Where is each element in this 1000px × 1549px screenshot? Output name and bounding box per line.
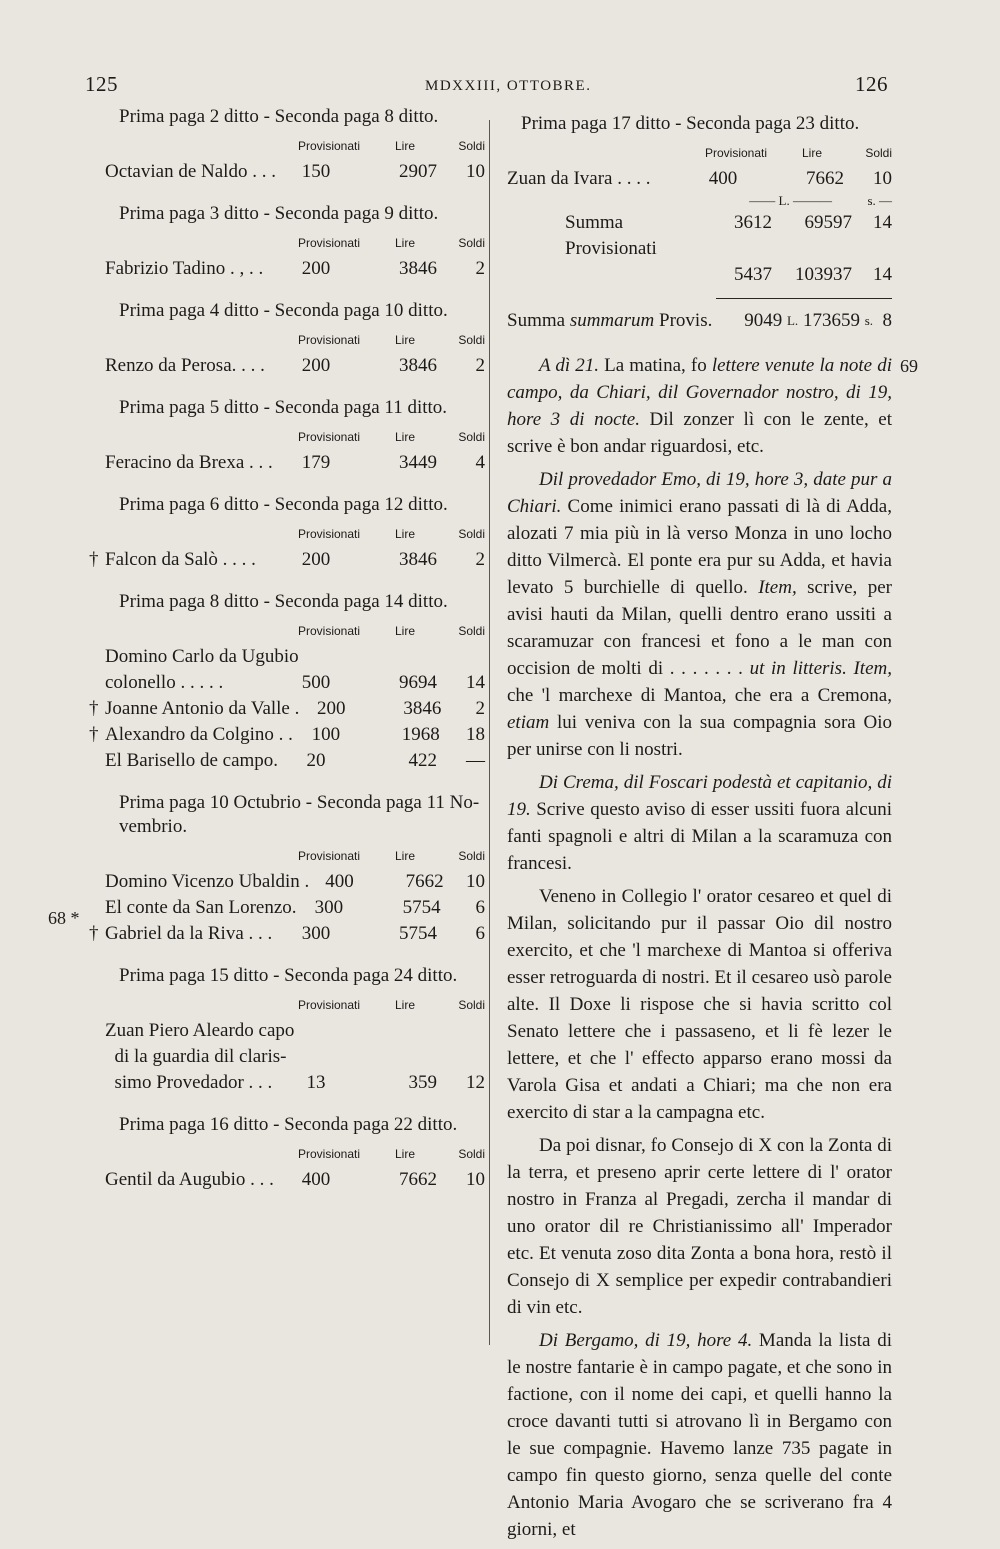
italic-text: Di Crema, dil Foscari podestà et capitanio, di 19. bbox=[507, 772, 892, 820]
entry-soldi: 18 bbox=[466, 724, 485, 745]
entry-lire: 9694 bbox=[399, 672, 437, 693]
entry-name: Octavian de Naldo . . . bbox=[105, 161, 276, 182]
header-lire: Lire bbox=[394, 849, 415, 863]
paga-line: Prima paga 6 ditto - Seconda paga 12 ditto. bbox=[119, 494, 448, 515]
cross-mark: † bbox=[89, 724, 99, 745]
summarum-soldi: 8 bbox=[882, 310, 892, 331]
italic-text: ut in litteris. Item, bbox=[749, 658, 892, 679]
summarum-lire: 173659 bbox=[802, 310, 860, 331]
ledger-block bbox=[105, 105, 485, 185]
header-lire: Lire bbox=[394, 430, 415, 444]
text-run: lui veniva con la sua compagnia sora Oio per unirse con li nostri. bbox=[507, 712, 892, 760]
summarum-prov: 9049 bbox=[744, 310, 783, 331]
ledger-entry bbox=[105, 1044, 485, 1070]
text-run: scrive, per avisi hauti da Milan, quelli dentro erano ussiti a scaramuzar con francesi et fono a le man con occision de molti di . . . . . . . bbox=[507, 577, 892, 679]
entry-lire: 7662 bbox=[405, 871, 444, 892]
paragraph bbox=[507, 883, 892, 1126]
entry-provisionati: 200 bbox=[316, 698, 346, 719]
ledger-entry bbox=[89, 696, 485, 722]
summa-summarum bbox=[507, 308, 892, 334]
entry-lire: 2907 bbox=[399, 161, 437, 182]
entry-provisionati: 200 bbox=[301, 355, 331, 376]
page-number-right: 126 bbox=[855, 72, 888, 96]
header-lire: Lire bbox=[801, 146, 822, 160]
header-soldi: Soldi bbox=[458, 1147, 485, 1161]
entry-lire: 5754 bbox=[402, 897, 441, 918]
summa-lire-1: 69597 bbox=[804, 212, 852, 233]
paga-line: Prima paga 8 ditto - Seconda paga 14 ditto. bbox=[119, 591, 448, 612]
entry-lire: 7662 bbox=[806, 168, 844, 189]
paga-line: Prima paga 16 ditto - Seconda paga 22 ditto. bbox=[119, 1114, 458, 1135]
paga-line: Prima paga 10 Octubrio - Seconda paga 11 No- vembrio. bbox=[119, 792, 480, 837]
running-title: MDXXIII, OTTOBRE. bbox=[425, 78, 592, 94]
entry-provisionati: 179 bbox=[301, 452, 331, 473]
entry-lire: 1968 bbox=[401, 724, 440, 745]
left-column bbox=[89, 105, 485, 1210]
column-headers bbox=[105, 424, 485, 444]
text-run: Scrive questo aviso di esser ussiti fuora alcuni fanti spagnoli e altri di Milan a la scaramuza con francesi. bbox=[507, 799, 892, 874]
summa-block bbox=[507, 192, 892, 334]
header-soldi: Soldi bbox=[458, 624, 485, 638]
ledger-entry bbox=[105, 1070, 485, 1096]
column-headers bbox=[507, 140, 892, 160]
italic-text: Di Bergamo, di 19, hore 4. bbox=[539, 1330, 753, 1351]
header-provisionati: Provisionati bbox=[297, 1147, 361, 1161]
header-provisionati: Provisionati bbox=[297, 333, 361, 347]
header-soldi: Soldi bbox=[458, 139, 485, 153]
entry-soldi: 12 bbox=[466, 1072, 485, 1093]
entry-provisionati: 20 bbox=[306, 750, 326, 771]
margin-number-left: 68 * bbox=[48, 908, 80, 928]
paga-line: Prima paga 17 ditto - Seconda paga 23 ditto. bbox=[521, 113, 860, 134]
sum-rule bbox=[716, 298, 892, 299]
entry-lire: 3449 bbox=[399, 452, 437, 473]
entry-soldi: 10 bbox=[466, 161, 485, 182]
entry-soldi: 10 bbox=[873, 168, 892, 189]
header-lire: Lire bbox=[394, 139, 415, 153]
header-provisionati: Provisionati bbox=[297, 998, 361, 1012]
summa-lire-2: 103937 bbox=[795, 264, 852, 285]
entry-soldi: 2 bbox=[475, 258, 485, 279]
ledger-block bbox=[89, 493, 485, 573]
header-lire: Lire bbox=[394, 1147, 415, 1161]
paga-line: Prima paga 4 ditto - Seconda paga 10 ditto. bbox=[119, 300, 448, 321]
header-provisionati: Provisionati bbox=[297, 849, 361, 863]
entry-soldi: 10 bbox=[466, 871, 485, 892]
ledger-block bbox=[105, 396, 485, 476]
text-run: La matina, fo bbox=[599, 355, 712, 376]
header-soldi: Soldi bbox=[458, 849, 485, 863]
column-headers bbox=[105, 992, 485, 1012]
cross-mark: † bbox=[89, 923, 99, 944]
entry-name: Zuan Piero Aleardo capo bbox=[105, 1020, 295, 1041]
summa-prov-2: 5437 bbox=[734, 264, 772, 285]
header-soldi: Soldi bbox=[865, 146, 892, 160]
column-headers bbox=[105, 133, 485, 153]
summarum-l-mark: L. bbox=[786, 313, 799, 328]
paragraph bbox=[507, 1132, 892, 1321]
entry-name: Falcon da Salò . . . . bbox=[105, 549, 256, 570]
header-soldi: Soldi bbox=[458, 998, 485, 1012]
header-provisionati: Provisionati bbox=[297, 624, 361, 638]
header-provisionati: Provisionati bbox=[297, 527, 361, 541]
entry-provisionati: 200 bbox=[301, 549, 331, 570]
entry-provisionati: 300 bbox=[314, 897, 344, 918]
entry-provisionati: 400 bbox=[325, 871, 354, 892]
ledger-entry bbox=[507, 166, 892, 192]
page-number-left: 125 bbox=[85, 72, 118, 96]
cross-mark: † bbox=[89, 549, 99, 570]
header-soldi: Soldi bbox=[458, 527, 485, 541]
entry-soldi: 2 bbox=[475, 549, 485, 570]
entry-provisionati: 13 bbox=[306, 1072, 326, 1093]
entry-name: di la guardia dil claris- bbox=[105, 1046, 287, 1067]
entry-provisionati: 300 bbox=[301, 923, 331, 944]
ledger-entry bbox=[105, 869, 485, 895]
body-text bbox=[507, 352, 892, 1543]
column-headers bbox=[105, 1141, 485, 1161]
header-provisionati: Provisionati bbox=[704, 146, 768, 160]
entry-soldi: 2 bbox=[475, 698, 485, 719]
italic-text: Dil provedador Emo, di 19, hore 3, date pur a Chiari. bbox=[507, 469, 892, 517]
entry-name: simo Provedador . . . bbox=[105, 1072, 273, 1093]
paga-line: Prima paga 5 ditto - Seconda paga 11 ditto. bbox=[119, 397, 448, 418]
ledger-entry bbox=[105, 159, 485, 185]
summa-soldi-1: 14 bbox=[873, 212, 892, 233]
ledger-entry bbox=[105, 256, 485, 282]
column-headers bbox=[105, 618, 485, 638]
sum-marker-l: —— L. ——— bbox=[749, 193, 832, 208]
entry-soldi: 6 bbox=[475, 897, 485, 918]
cross-mark: † bbox=[89, 698, 99, 719]
header-soldi: Soldi bbox=[458, 236, 485, 250]
ledger-block bbox=[105, 964, 485, 1096]
entry-name: Feracino da Brexa . . . bbox=[105, 452, 273, 473]
entry-provisionati: 150 bbox=[301, 161, 331, 182]
summa-prov-1: 3612 bbox=[734, 212, 772, 233]
text-run: Da poi disnar, fo Consejo di X con la Zonta di la terra, et preseno aprir certe lettere di l' orator nostro in Franza al Pregadi, zercha il mandar di uno orator dil re Christianissimo all' Imperador etc. Et venuta zoso dita Zonta a bona hora, restò il Consejo di X semplice per expedir contrabandieri di vin etc. bbox=[507, 1135, 892, 1318]
italic-text: etiam bbox=[507, 712, 550, 733]
ledger-entry bbox=[105, 353, 485, 379]
sum-marker-s: s. — bbox=[867, 193, 892, 208]
entry-name: Gentil da Augubio . . . bbox=[105, 1169, 274, 1190]
column-headers bbox=[105, 230, 485, 250]
ledger-entry bbox=[105, 644, 485, 670]
entry-soldi: 2 bbox=[475, 355, 485, 376]
ledger-entry bbox=[89, 921, 485, 947]
entry-soldi: 14 bbox=[466, 672, 485, 693]
paga-line: Prima paga 2 ditto - Seconda paga 8 ditto. bbox=[119, 106, 439, 127]
ledger-entry bbox=[105, 1167, 485, 1193]
header-provisionati: Provisionati bbox=[297, 139, 361, 153]
ledger-entry bbox=[105, 450, 485, 476]
text-run: che 'l marchexe di Mantoa, che era a Cremona, bbox=[507, 685, 892, 706]
paragraph bbox=[507, 466, 892, 763]
column-headers bbox=[105, 327, 485, 347]
header-lire: Lire bbox=[394, 527, 415, 541]
ledger-entry bbox=[89, 547, 485, 573]
summa-soldi-2: 14 bbox=[873, 264, 892, 285]
entry-name: colonello . . . . . bbox=[105, 672, 224, 693]
ledger-block bbox=[89, 590, 485, 774]
header-lire: Lire bbox=[394, 236, 415, 250]
header-lire: Lire bbox=[394, 333, 415, 347]
entry-lire: 3846 bbox=[403, 698, 442, 719]
entry-name: Zuan da Ivara . . . . bbox=[507, 168, 651, 189]
entry-provisionati: 500 bbox=[301, 672, 331, 693]
entry-lire: 3846 bbox=[399, 355, 437, 376]
entry-soldi: 6 bbox=[475, 923, 485, 944]
paragraph bbox=[507, 352, 892, 460]
summa-word: Summa bbox=[507, 310, 566, 331]
italic-text: A dì 21. bbox=[539, 355, 600, 376]
ledger-entry bbox=[105, 748, 485, 774]
entry-name: Alexandro da Colgino . . bbox=[105, 724, 293, 745]
summa-label: Summa Provisionati bbox=[565, 212, 657, 259]
margin-number-right: 69 bbox=[900, 356, 918, 376]
column-divider bbox=[489, 120, 490, 1345]
right-column bbox=[507, 112, 892, 1549]
header-lire: Lire bbox=[394, 624, 415, 638]
entry-lire: 3846 bbox=[399, 258, 437, 279]
text-run: Dil zonzer lì con le zente, et scrive è bon andar riguardosi, etc. bbox=[507, 409, 892, 457]
ledger-block bbox=[89, 791, 485, 947]
entry-lire: 7662 bbox=[399, 1169, 437, 1190]
text-run: Manda la lista di le nostre fantarie è in campo pagate, et che sono in factione, con il nome dei capi, et quelli hanno la croce davanti tutti si atrovano lì in Bergamo con le sue compagnie. Havemo lanze 735 pagate in campo fin questo giorno, senza quelle del conte Antonio Maria Avogaro che se scriverano fra 4 giorni, et bbox=[507, 1330, 892, 1540]
ledger-entry bbox=[105, 670, 485, 696]
provis-word: Provis. bbox=[659, 310, 713, 331]
entry-name: El conte da San Lorenzo. bbox=[105, 897, 297, 918]
italic-text: lettere venute la note di campo, da Chiari, dil Governador nostro, di 19, hore 3 di nocte. bbox=[507, 355, 892, 430]
column-headers bbox=[105, 843, 485, 863]
summarum-word: summarum bbox=[569, 310, 655, 331]
ledger-block bbox=[105, 299, 485, 379]
header-provisionati: Provisionati bbox=[297, 430, 361, 444]
column-headers bbox=[105, 521, 485, 541]
entry-name: Domino Carlo da Ugubio bbox=[105, 646, 299, 667]
paragraph bbox=[507, 769, 892, 877]
entry-lire: 359 bbox=[408, 1072, 437, 1093]
ledger-block bbox=[105, 202, 485, 282]
entry-name: Domino Vicenzo Ubaldin . bbox=[105, 871, 310, 892]
ledger-entry bbox=[105, 895, 485, 921]
header-soldi: Soldi bbox=[458, 430, 485, 444]
entry-lire: 3846 bbox=[399, 549, 437, 570]
header-soldi: Soldi bbox=[458, 333, 485, 347]
header-lire: Lire bbox=[394, 998, 415, 1012]
entry-lire: 422 bbox=[408, 750, 437, 771]
paga-line: Prima paga 15 ditto - Seconda paga 24 ditto. bbox=[119, 965, 458, 986]
entry-provisionati: 200 bbox=[301, 258, 331, 279]
text-run: Veneno in Collegio l' orator cesareo et quel di Milan, solicitando pur il passar Oio dil nostro exercito, et che 'l marchexe di Mantoa si offeriva esser retroguarda di nostri. Et il cesareo usò parole alte. Il Doxe li rispose che si havia scritto col Senato lettere che i passaseno, et li fè lezer le lettere, et che l' effecto apparso erano mossi da Varola Gisa et andati a Chiari; ma che non era exercito di star a la campagna etc. bbox=[507, 886, 892, 1123]
summarum-s-mark: s. bbox=[864, 313, 873, 328]
entry-provisionati: 400 bbox=[301, 1169, 331, 1190]
text-run: Come inimici erano passati di là di Adda, alozati 7 mia più in là verso Monza in uno locho ditto Vilmercà. El ponte era pur su Adda, et havia levato 5 burchielle di quello. bbox=[507, 496, 892, 598]
entry-provisionati: 100 bbox=[311, 724, 341, 745]
ledger-entry bbox=[105, 1018, 485, 1044]
entry-name: Renzo da Perosa. . . . bbox=[105, 355, 265, 376]
entry-soldi: — bbox=[466, 750, 485, 771]
entry-provisionati: 400 bbox=[708, 168, 738, 189]
paragraph bbox=[507, 1327, 892, 1543]
entry-name: Gabriel da la Riva . . . bbox=[105, 923, 273, 944]
paga-line: Prima paga 3 ditto - Seconda paga 9 ditto. bbox=[119, 203, 439, 224]
ledger-block bbox=[105, 1113, 485, 1193]
entry-lire: 5754 bbox=[399, 923, 437, 944]
entry-soldi: 10 bbox=[466, 1169, 485, 1190]
header-provisionati: Provisionati bbox=[297, 236, 361, 250]
ledger-entry bbox=[89, 722, 485, 748]
entry-name: Fabrizio Tadino . , . . bbox=[105, 258, 264, 279]
italic-text: Item, bbox=[758, 577, 797, 598]
entry-soldi: 4 bbox=[475, 452, 485, 473]
entry-name: El Barisello de campo. bbox=[105, 750, 279, 771]
entry-name: Joanne Antonio da Valle . bbox=[105, 698, 300, 719]
